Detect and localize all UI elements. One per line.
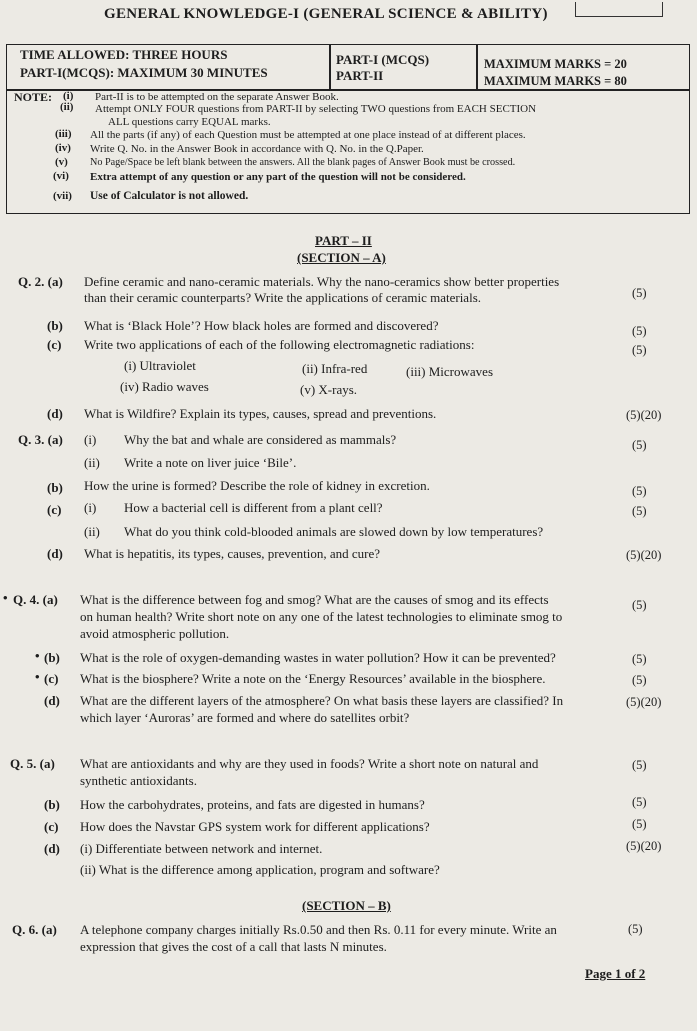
note-text: Write Q. No. in the Answer Book in accordance with Q. No. in the Q.Paper. — [90, 143, 424, 155]
part-label: (d) — [44, 693, 60, 708]
question-text: What is the biosphere? Write a note on the ‘Energy Resources’ available in the biosphere. — [80, 671, 546, 686]
question-text: What are the different layers of the atmosphere? On what basis these layers are classified? In — [80, 693, 564, 708]
note-num: (vii) — [53, 190, 72, 202]
note-text: Use of Calculator is not allowed. — [90, 190, 249, 202]
note-text: Part-II is to be attempted on the separate Answer Book. — [95, 91, 339, 103]
note-text: Attempt ONLY FOUR questions from PART-II by selecting TWO questions from EACH SECTION — [95, 103, 537, 115]
part-label: (b) — [47, 480, 63, 495]
roll-number-box — [575, 2, 663, 17]
sub-label: (i) — [84, 500, 97, 515]
sub-label: (ii) — [84, 524, 100, 539]
marks: (5) — [632, 484, 647, 498]
question-text: which layer ‘Auroras’ are formed and where do satellites orbit? — [80, 710, 410, 725]
question-text: What is Wildfire? Explain its types, causes, spread and preventions. — [84, 406, 437, 421]
question-number: Q. 4. (a) — [13, 592, 58, 607]
question-number: Q. 2. (a) — [18, 274, 63, 289]
note-num: (iii) — [55, 128, 72, 140]
marks: (5) — [632, 286, 647, 300]
part1-time: PART-I(MCQS): MAXIMUM 30 MINUTES — [20, 65, 268, 80]
note-num: (iv) — [55, 142, 71, 154]
sub-label: (ii) — [84, 455, 100, 470]
marks: (5) — [632, 673, 647, 687]
page-number: Page 1 of 2 — [585, 966, 646, 981]
question-text: Write two applications of each of the following electromagnetic radiations: — [84, 337, 475, 352]
question-text: synthetic antioxidants. — [80, 773, 197, 788]
part-label: (c) — [47, 337, 62, 352]
part1-label: PART-I (MCQS) — [336, 52, 430, 67]
part-label: (d) — [44, 841, 60, 856]
list-item: (i) Ultraviolet — [124, 358, 196, 373]
marks: (5)(20) — [626, 839, 662, 853]
question-number: Q. 5. (a) — [10, 756, 55, 771]
question-text: Why the bat and whale are considered as mammals? — [124, 432, 397, 447]
question-text: What do you think cold-blooded animals are slowed down by low temperatures? — [124, 524, 544, 539]
note-num: (v) — [55, 156, 68, 168]
part-label: (b) — [47, 318, 63, 333]
question-text: How the urine is formed? Describe the role of kidney in excretion. — [84, 478, 430, 493]
question-text: (i) Differentiate between network and internet. — [80, 841, 323, 856]
question-text: Define ceramic and nano-ceramic materials. Why the nano-ceramics show better properties — [84, 274, 560, 289]
part-label: (c) — [44, 671, 59, 686]
section-b-heading: (SECTION – B) — [302, 898, 391, 913]
bullet-mark: • — [35, 669, 40, 684]
marks: (5) — [628, 922, 643, 936]
marks: (5) — [632, 438, 647, 452]
note-label: NOTE: — [14, 90, 53, 104]
note-text: ALL questions carry EQUAL marks. — [108, 116, 271, 128]
max-marks-1: MAXIMUM MARKS = 20 — [484, 57, 627, 71]
marks: (5) — [632, 795, 647, 809]
marks: (5) — [632, 598, 647, 612]
note-text: Extra attempt of any question or any part of the question will not be considered. — [90, 171, 466, 183]
question-number: Q. 6. (a) — [12, 922, 57, 937]
list-item: (iv) Radio waves — [120, 379, 209, 394]
note-text: All the parts (if any) of each Question must be attempted at one place instead of at different places. — [90, 129, 526, 141]
question-text: What is the difference between fog and smog? What are the causes of smog and its effects — [80, 592, 549, 607]
sub-label: (i) — [84, 432, 97, 447]
marks: (5) — [632, 817, 647, 831]
part-label: (c) — [44, 819, 59, 834]
marks: (5)(20) — [626, 695, 662, 709]
marks: (5)(20) — [626, 408, 662, 422]
paper-title: GENERAL KNOWLEDGE-I (GENERAL SCIENCE & ABILITY) — [104, 6, 548, 22]
part-label: (d) — [47, 546, 63, 561]
part-label: (b) — [44, 650, 60, 665]
part2-heading: PART – II — [315, 233, 372, 248]
question-text: than their ceramic counterparts? Write the applications of ceramic materials. — [84, 290, 482, 305]
question-number: Q. 3. (a) — [18, 432, 63, 447]
question-text: What is hepatitis, its types, causes, prevention, and cure? — [84, 546, 381, 561]
question-text: What is ‘Black Hole’? How black holes are formed and discovered? — [84, 318, 439, 333]
list-item: (v) X-rays. — [300, 382, 358, 397]
max-marks-2: MAXIMUM MARKS = 80 — [484, 74, 627, 88]
question-text: avoid atmospheric pollution. — [80, 626, 230, 641]
note-num: (ii) — [60, 101, 74, 113]
box-divider-1 — [329, 44, 331, 89]
question-text: on human health? Write short note on any one of the latest technologies to eliminate smog to — [80, 609, 563, 624]
marks: (5) — [632, 758, 647, 772]
question-text: How a bacterial cell is different from a plant cell? — [124, 500, 383, 515]
question-text: How does the Navstar GPS system work for different applications? — [80, 819, 430, 834]
section-a-heading: (SECTION – A) — [297, 250, 386, 265]
part-label: (c) — [47, 502, 62, 517]
part2-label: PART-II — [336, 68, 384, 83]
question-text: Write a note on liver juice ‘Bile’. — [124, 455, 297, 470]
marks: (5) — [632, 652, 647, 666]
part-label: (b) — [44, 797, 60, 812]
question-text: (ii) What is the difference among application, program and software? — [80, 862, 440, 877]
bullet-mark: • — [3, 590, 8, 605]
note-num: (vi) — [53, 170, 69, 182]
question-text: How the carbohydrates, proteins, and fats are digested in humans? — [80, 797, 425, 812]
question-text: What are antioxidants and why are they used in foods? Write a short note on natural and — [80, 756, 539, 771]
question-text: What is the role of oxygen-demanding wastes in water pollution? How it can be prevented? — [80, 650, 556, 665]
marks: (5) — [632, 343, 647, 357]
box-divider-2 — [476, 44, 478, 89]
marks: (5) — [632, 504, 647, 518]
list-item: (ii) Infra-red — [302, 361, 368, 376]
bullet-mark: • — [35, 648, 40, 663]
note-num: (i) — [63, 90, 74, 102]
note-text: No Page/Space be left blank between the answers. All the blank pages of Answer Book must be crossed. — [90, 157, 516, 168]
marks: (5) — [632, 324, 647, 338]
question-text: A telephone company charges initially Rs.0.50 and then Rs. 0.11 for every minute. Write an — [80, 922, 557, 937]
list-item: (iii) Microwaves — [406, 364, 494, 379]
marks: (5)(20) — [626, 548, 662, 562]
question-text: expression that gives the cost of a call that lasts N minutes. — [80, 939, 387, 954]
time-allowed: TIME ALLOWED: THREE HOURS — [20, 47, 228, 62]
part-label: (d) — [47, 406, 63, 421]
